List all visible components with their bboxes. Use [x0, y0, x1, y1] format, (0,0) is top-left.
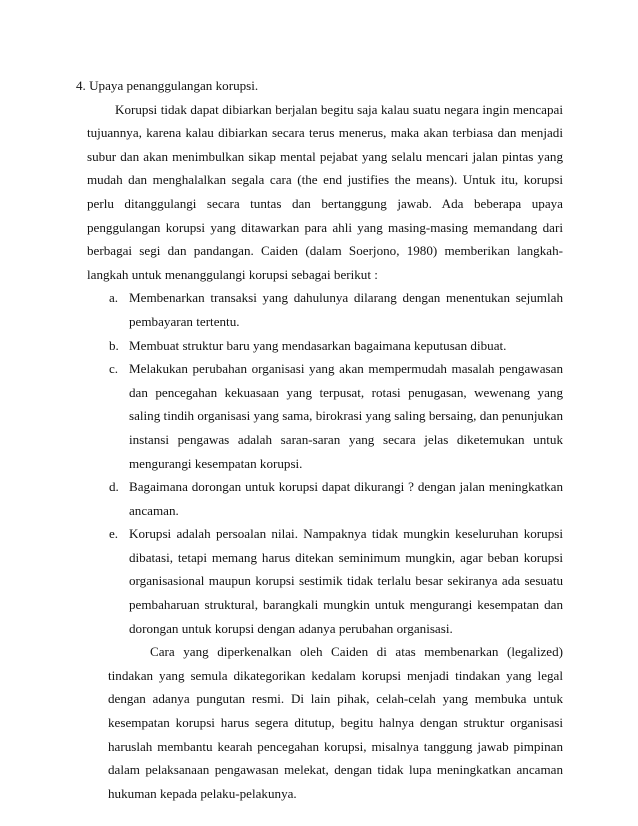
- list-item-text: Membenarkan transaksi yang dahulunya dilarang dengan menentukan sejumlah pembayaran tertentu.: [129, 290, 563, 329]
- list-marker: a.: [109, 290, 119, 306]
- document-content: [76, 74, 563, 805]
- closing-paragraph: Cara yang diperkenalkan oleh Caiden di atas membenarkan (legalized) tindakan yang semula dikategorikan kedalam korupsi menjadi tindakan yang legal dengan adanya pungutan resmi. Di lain pihak, celah-celah yang membuka untuk kesempatan korupsi harus segera ditutup, begitu halnya dengan struktur organisasi haruslah membantu kearah pencegahan korupsi, misalnya tanggung jawab pimpinan dalam pelaksanaan pengawasan melekat, dengan tidak lupa meningkatkan ancaman hukuman kepada pelaku-pelakunya.: [108, 644, 563, 801]
- list-item-text: Korupsi adalah persoalan nilai. Nampaknya tidak mungkin keseluruhan korupsi dibatasi, tetapi memang harus ditekan seminimum mungkin, agar beban korupsi organisasional maupun korupsi sestimik tidak terlalu besar sekiranya ada sesuatu pembaharuan struktural, barangkali mungkin untuk mengurangi kesempatan dan dorongan untuk korupsi dengan adanya perubahan organisasi.: [129, 526, 563, 636]
- list-marker: b.: [109, 337, 119, 353]
- list-marker: e.: [109, 526, 119, 542]
- list-marker: c.: [109, 361, 119, 377]
- list-item-text: Melakukan perubahan organisasi yang akan mempermudah masalah pengawasan dan pencegahan kekuasaan yang terpusat, rotasi penugasan, wewenang yang saling tindih organisasi yang sama, birokrasi yang saling bersaing, dan penunjukan instansi pengawas adalah saran-saran yang secara jelas diketemukan untuk mengurangi kesempatan korupsi.: [129, 361, 563, 471]
- list-item: [87, 286, 563, 333]
- list-item: [87, 357, 563, 475]
- steps-list: [87, 286, 563, 640]
- list-item-text: Membuat struktur baru yang mendasarkan bagaimana keputusan dibuat.: [129, 337, 507, 353]
- list-item: [87, 334, 563, 358]
- list-item: [87, 522, 563, 640]
- list-item: [87, 475, 563, 522]
- list-marker: d.: [109, 479, 119, 495]
- list-item-text: Bagaimana dorongan untuk korupsi dapat dikurangi ? dengan jalan meningkatkan ancaman.: [129, 479, 563, 518]
- intro-paragraph: Korupsi tidak dapat dibiarkan berjalan begitu saja kalau suatu negara ingin mencapai tujuannya, karena kalau dibiarkan secara terus menerus, maka akan terbiasa dan menjadi subur dan akan menimbulkan sikap mental pejabat yang selalu mencari jalan pintas yang mudah dan menghalalkan segala cara (the end justifies the means). Untuk itu, korupsi perlu ditanggulangi secara tuntas dan bertanggung jawab. Ada beberapa upaya penggulangan korupsi yang ditawarkan para ahli yang masing-masing memandang dari berbagai segi dan pandangan. Caiden (dalam Soerjono, 1980) memberikan langkah-langkah untuk menanggulangi korupsi sebagai berikut :: [87, 101, 563, 282]
- section-heading: 4. Upaya penanggulangan korupsi.: [76, 78, 259, 93]
